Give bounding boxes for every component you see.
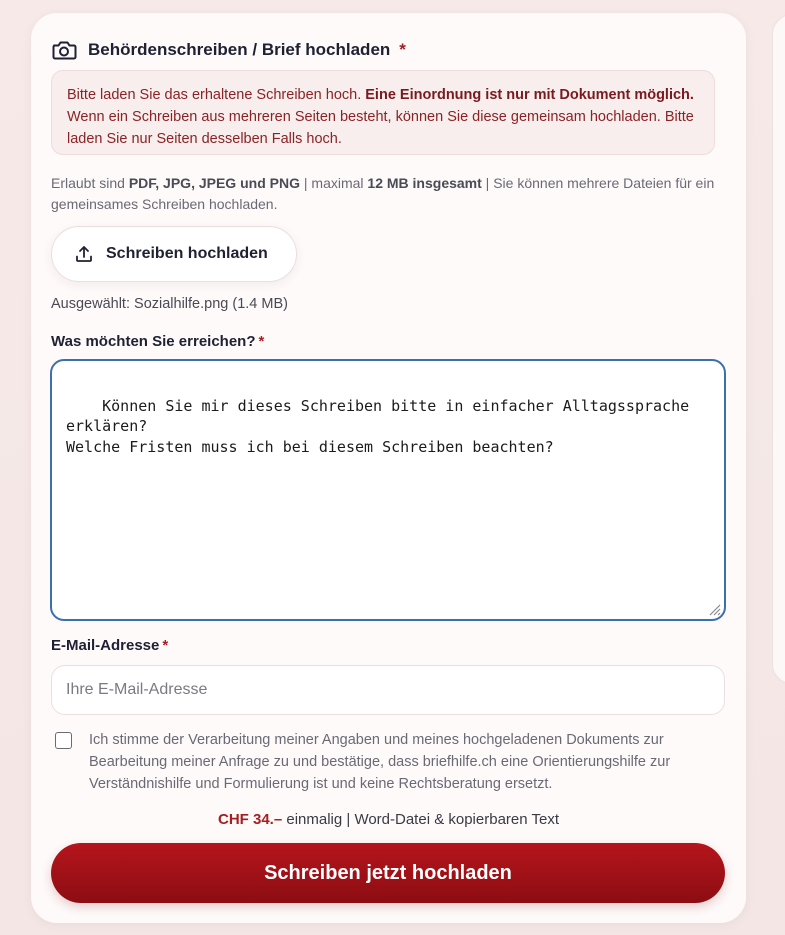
- email-label-text: E-Mail-Adresse: [51, 637, 160, 654]
- notice-text-continued: Wenn ein Schreiben aus mehreren Seiten besteht, können Sie diese gemeinsam hochladen. Bitte laden Sie nur Seiten desselben Falls hoch.: [67, 109, 694, 147]
- email-required-marker: *: [162, 637, 169, 654]
- consent-text: Ich stimme der Verarbeitung meiner Angaben und meines hochgeladenen Dokuments zur Bearbeitung meiner Anfrage zu und bestätige, dass briefhilfe.ch eine Orientierungshilfe zur Verständnishilfe und Formulierung ist und keine Rechtsberatung ersetzt.: [89, 732, 671, 792]
- required-marker: *: [399, 40, 406, 59]
- email-placeholder: Ihre E-Mail-Adresse: [66, 681, 208, 698]
- goal-required-marker: *: [258, 333, 265, 350]
- goal-label-text: Was möchten Sie erreichen?: [51, 333, 256, 350]
- resize-handle-icon[interactable]: [707, 602, 721, 616]
- notice-text: Bitte laden Sie das erhaltene Schreiben hoch.: [67, 87, 366, 103]
- upload-notice: [51, 70, 715, 155]
- email-label: [51, 637, 168, 654]
- goal-textarea-value: Können Sie mir dieses Schreiben bitte in einfacher Alltagssprache erklären? Welche Fristen muss ich bei diesem Schreiben beachten?: [66, 396, 690, 456]
- upload-icon: [74, 244, 94, 264]
- camera-icon: [51, 38, 77, 62]
- allowed-formats-hint: [51, 173, 721, 214]
- allowed-formats: PDF, JPG, JPEG und PNG: [128, 175, 300, 191]
- upload-button-label: Schreiben hochladen: [106, 245, 268, 262]
- notice-bold-text: Eine Einordnung ist nur mit Dokument möglich.: [365, 87, 694, 103]
- section-title: Behördenschreiben / Brief hochladen: [88, 40, 391, 59]
- allowed-max-size: 12 MB insgesamt: [367, 175, 482, 191]
- price-amount: CHF 34.–: [217, 811, 283, 828]
- allowed-separator: | maximal: [299, 175, 368, 191]
- allowed-separator-2: |: [481, 175, 494, 191]
- upload-form-card: [31, 13, 746, 923]
- goal-label: [51, 333, 264, 350]
- price-description: einmalig | Word-Datei & kopierbaren Text: [282, 811, 559, 828]
- selected-file-info: Ausgewählt: Sozialhilfe.png (1.4 MB): [51, 296, 288, 312]
- email-input[interactable]: [51, 665, 725, 715]
- allowed-suffix: Sie können mehrere Dateien für ein gemeinsames Schreiben hochladen.: [51, 175, 715, 212]
- price-info: [31, 811, 746, 828]
- section-header: [51, 38, 406, 62]
- consent-checkbox[interactable]: [55, 732, 72, 749]
- submit-button-label: Schreiben jetzt hochladen: [264, 861, 512, 884]
- upload-button[interactable]: [51, 226, 297, 282]
- allowed-prefix: Erlaubt sind: [51, 175, 129, 191]
- consent-row: [55, 729, 723, 795]
- goal-textarea[interactable]: [50, 359, 726, 621]
- submit-button[interactable]: [51, 843, 725, 903]
- side-panel: [772, 14, 785, 684]
